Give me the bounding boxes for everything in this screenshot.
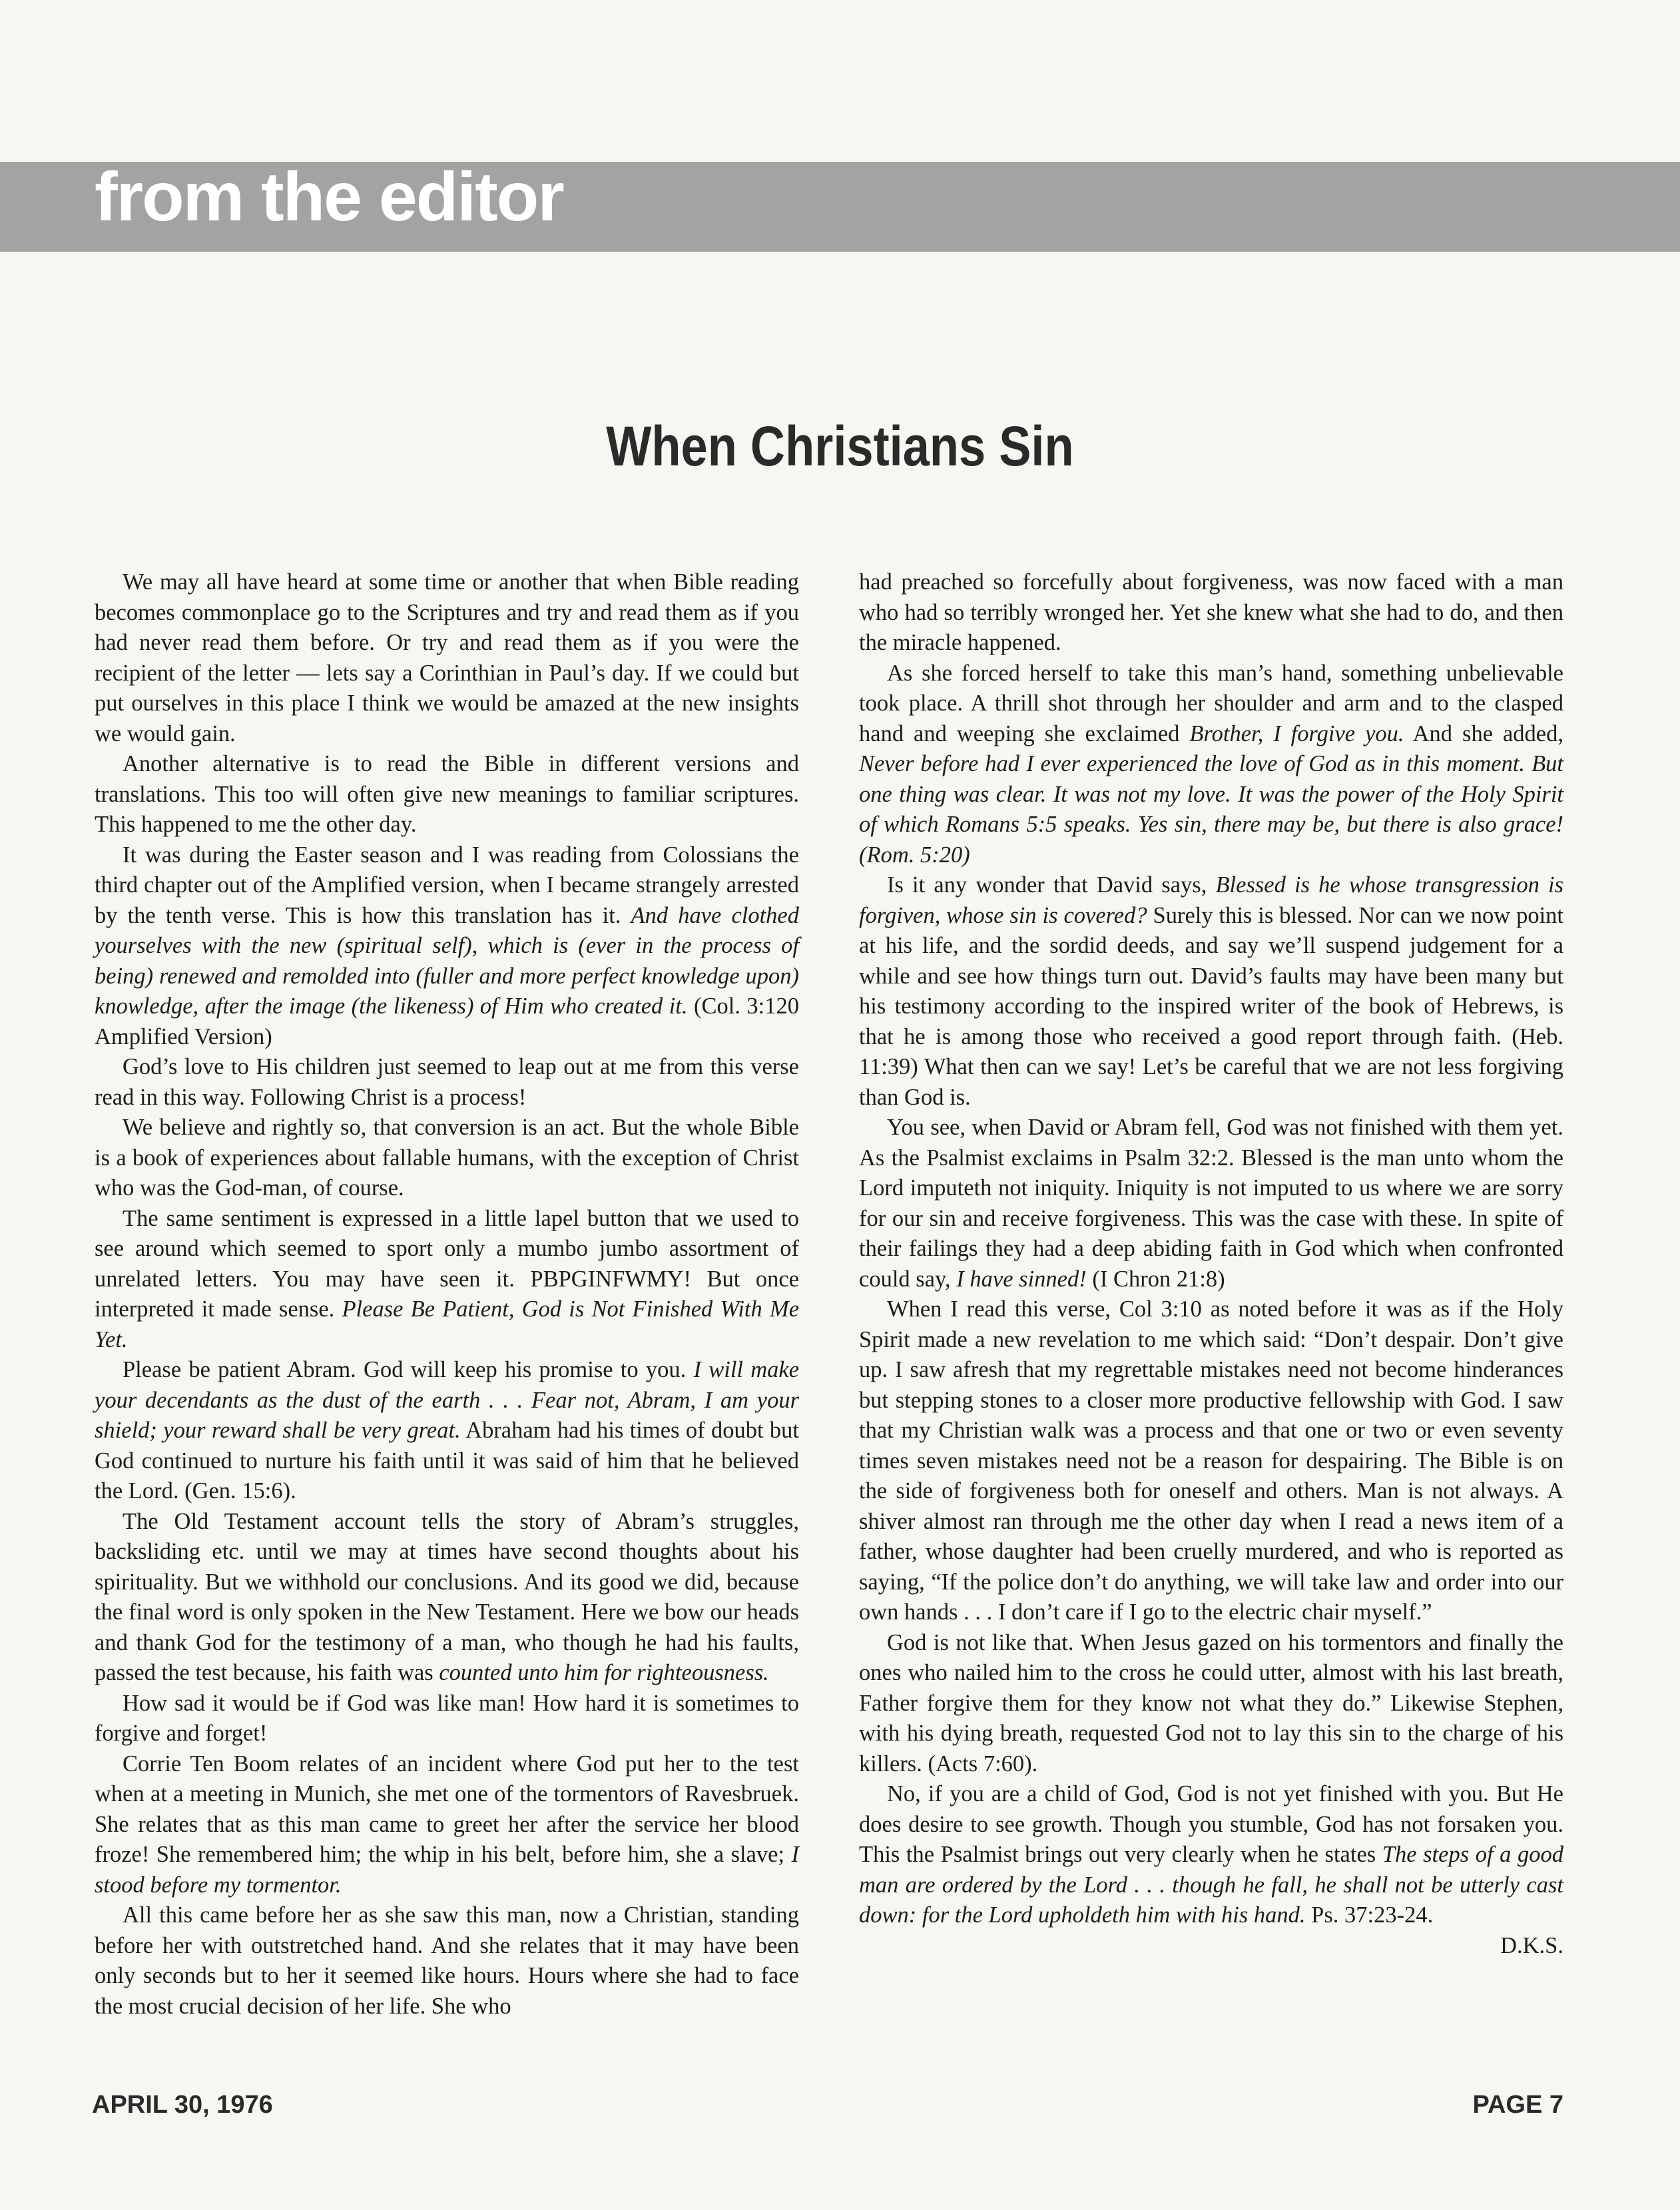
- text-run: God is not like that. When Jesus gazed on his tormentors and finally the ones who nailed him to the cross he could utter, almost with his last breath, Father forgive them for they know not what they do.” Likewise Stephen, with his dying breath, requested God not to lay this sin to the charge of his killers. (Acts 7:60).: [859, 1629, 1563, 1777]
- text-run: had preached so forcefully about forgiveness, was now faced with a man who had so terribly wronged her. Yet she knew what she had to do, and then the miracle happened.: [859, 569, 1563, 655]
- article-paragraph: [859, 659, 1563, 871]
- text-run: It was during the Easter season and I was reading from Colossians the third chapter out of the Amplified version, when I became strangely arrested by the tenth verse. This is how this translation has it.: [95, 842, 799, 928]
- text-run: Corrie Ten Boom relates of an incident where God put her to the test when at a meeting in Munich, she met one of the tormentors of Ravesbruek. She relates that as this man came to greet her after the service her blood froze! She remembered him; the whip in his belt, before him, she a slave;: [95, 1751, 799, 1867]
- article-paragraph: [95, 1052, 799, 1113]
- text-run: You see, when David or Abram fell, God was not finished with them yet. As the Psalmist exclaims in Psalm 32:2. Blessed is the man unto whom the Lord imputeth not iniquity. Iniquity is not imputed to us where we are sorry for our sin and receive forgiveness. This was the case with these. In spite of their failings they had a deep abiding faith in God which when confronted could say,: [859, 1115, 1563, 1292]
- article-paragraph: [859, 1294, 1563, 1628]
- italic-text-run: Blessed is he whose transgression is forgiven, whose sin is covered?: [859, 872, 1563, 928]
- issue-date: APRIL 30, 1976: [92, 2091, 273, 2119]
- article-paragraph: [859, 1628, 1563, 1780]
- italic-text-run: Please Be Patient, God is Not Finished With Me Yet.: [95, 1296, 800, 1352]
- italic-text-run: I have sinned!: [956, 1266, 1087, 1292]
- italic-text-run: I will make your decendants as the dust of the earth . . . Fear not, Abram, I am your shield; your reward shall be very great.: [95, 1357, 800, 1443]
- text-run: And she added,: [1404, 720, 1563, 746]
- article-paragraph: [95, 1113, 799, 1204]
- article-paragraph: [859, 567, 1563, 659]
- text-run: (Col. 3:120 Amplified Version): [95, 993, 800, 1049]
- article-title: When Christians Sin: [606, 415, 1074, 477]
- text-run: When I read this verse, Col 3:10 as noted before it was as if the Holy Spirit made a new revelation to me which said: “Don’t despair. Don’t give up. I saw afresh that my regrettable mistakes need not become hinderances but stepping stones to a closer more productive fellowship with God. I saw that my Christian walk was a process and that one or two or even seventy times seven mistakes need not be a reason for despairing. The Bible is on the side of forgiveness both for oneself and others. Man is not always. A shiver almost ran through me the other day when I read a news item of a father, whose daughter had been cruelly murdered, and who is reported as saying, “If the police don’t do anything, we will take law and order into our own hands . . . I don’t care if I go to the electric chair myself.”: [859, 1296, 1563, 1625]
- text-run: God’s love to His children just seemed to leap out at me from this verse read in this way. Following Christ is a process!: [95, 1054, 799, 1110]
- article-paragraph: [95, 567, 799, 749]
- text-run: Ps. 37:23-24.: [1305, 1902, 1434, 1928]
- author-signature: D.K.S.: [1500, 1932, 1563, 1958]
- article-paragraph: [95, 840, 799, 1053]
- text-run: No, if you are a child of God, God is not yet finished with you. But He does desire to see growth. Though you stumble, God has not forsaken you. This the Psalmist brings out very clearly when he states: [859, 1781, 1563, 1867]
- text-run: The same sentiment is expressed in a little lapel button that we used to see around which seemed to sport only a mumbo jumbo assortment of unrelated letters. You may have seen it. PBPGINFWMY! But once interpreted it made sense.: [95, 1205, 799, 1322]
- section-title: from the editor: [95, 158, 563, 236]
- text-run: Another alternative is to read the Bible in different versions and translations. This too will often give new meanings to familiar scriptures. This happened to me the other day.: [95, 751, 799, 837]
- text-run: Is it any wonder that David says,: [887, 872, 1216, 898]
- text-run: How sad it would be if God was like man! How hard it is sometimes to forgive and forget!: [95, 1690, 799, 1746]
- text-run: As she forced herself to take this man’s hand, something unbelievable took place. A thrill shot through her shoulder and arm and to the clasped hand and weeping she exclaimed: [859, 660, 1563, 746]
- article-paragraph: [859, 1779, 1563, 1931]
- italic-text-run: I stood before my tormentor.: [95, 1842, 799, 1898]
- text-run: Abraham had his times of doubt but God continued to nurture his faith until it was said of him that he believed the Lord. (Gen. 15:6).: [95, 1418, 799, 1504]
- text-run: Please be patient Abram. God will keep his promise to you.: [123, 1357, 694, 1382]
- text-run: The Old Testament account tells the story of Abram’s struggles, backsliding etc. until we may at times have second thoughts about his spirituality. But we withhold our conclusions. And its good we did, because the final word is only spoken in the New Testament. Here we bow our heads and thank God for the testimony of a man, who though he had his faults, passed the test because, his faith was: [95, 1508, 799, 1685]
- article-column-left: [95, 567, 799, 2022]
- article-paragraph: [95, 1507, 799, 1689]
- article-paragraph: [95, 1689, 799, 1749]
- article-paragraph: [95, 1204, 799, 1356]
- article-paragraph: [95, 1355, 799, 1507]
- text-run: We believe and rightly so, that conversion is an act. But the whole Bible is a book of experiences about fallable humans, with the exception of Christ who was the God-man, of course.: [95, 1115, 799, 1201]
- article-column-right: [859, 567, 1563, 1961]
- italic-text-run: Brother, I forgive you.: [1189, 720, 1404, 746]
- article-paragraph: [95, 1900, 799, 2022]
- text-run: (I Chron 21:8): [1086, 1266, 1225, 1292]
- page-number: PAGE 7: [1472, 2091, 1563, 2119]
- italic-text-run: And have clothed yourselves with the new (spiritual self), which is (ever in the process of being) renewed and remolded into (fuller and more perfect knowledge upon) knowledge, after the image (the likeness) of Him who created it.: [95, 902, 799, 1019]
- text-run: We may all have heard at some time or another that when Bible reading becomes commonplace go to the Scriptures and try and read them as if you had never read them before. Or try and read them as if you were the recipient of the letter — lets say a Corinthian in Paul’s day. If we could but put ourselves in this place I think we would be amazed at the new insights we would gain.: [95, 569, 799, 746]
- article-paragraph: [95, 749, 799, 840]
- italic-text-run: The steps of a good man are ordered by the Lord . . . though he fall, he shall not be utterly cast down: for the Lord upholdeth him with his hand.: [859, 1842, 1563, 1928]
- italic-text-run: counted unto him for righteousness.: [439, 1660, 769, 1685]
- article-paragraph: [859, 1113, 1563, 1294]
- text-run: Surely this is blessed. Nor can we now point at his life, and the sordid deeds, and say we’ll suspend judgement for a while and see how things turn out. David’s faults may have been many but his testimony according to the inspired writer of the book of Hebrews, is that he is among those who received a good report through faith. (Heb. 11:39) What then can we say! Let’s be careful that we are not less forgiving than God is.: [859, 902, 1563, 1110]
- article-paragraph: [95, 1749, 799, 1901]
- article-paragraph: [859, 870, 1563, 1113]
- text-run: All this came before her as she saw this man, now a Christian, standing before her with outstretched hand. And she relates that it may have been only seconds but to her it seemed like hours. Hours where she had to face the most crucial decision of her life. She who: [95, 1902, 799, 2019]
- italic-text-run: Never before had I ever experienced the love of God as in this moment. But one thing was clear. It was not my love. It was the power of the Holy Spirit of which Romans 5:5 speaks. Yes sin, there may be, but there is also grace! (Rom. 5:20): [859, 751, 1563, 868]
